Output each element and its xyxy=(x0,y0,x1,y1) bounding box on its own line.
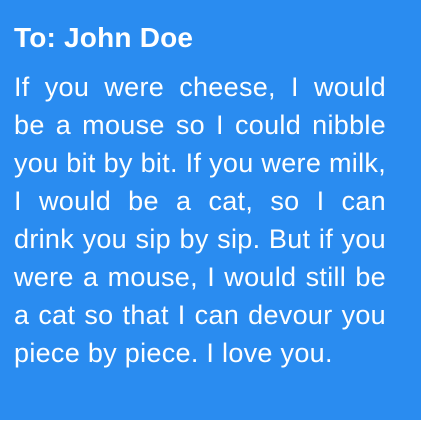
note-message: If you were cheese, I would be a mouse so I could nibble you bit by bit. If you were milk, I would be a cat, so I can drink you sip by sip. But if you were a mouse, I would still be a cat so that I can devour you piece by piece. I love you. xyxy=(14,72,386,368)
recipient-heading: To: John Doe xyxy=(14,22,194,53)
